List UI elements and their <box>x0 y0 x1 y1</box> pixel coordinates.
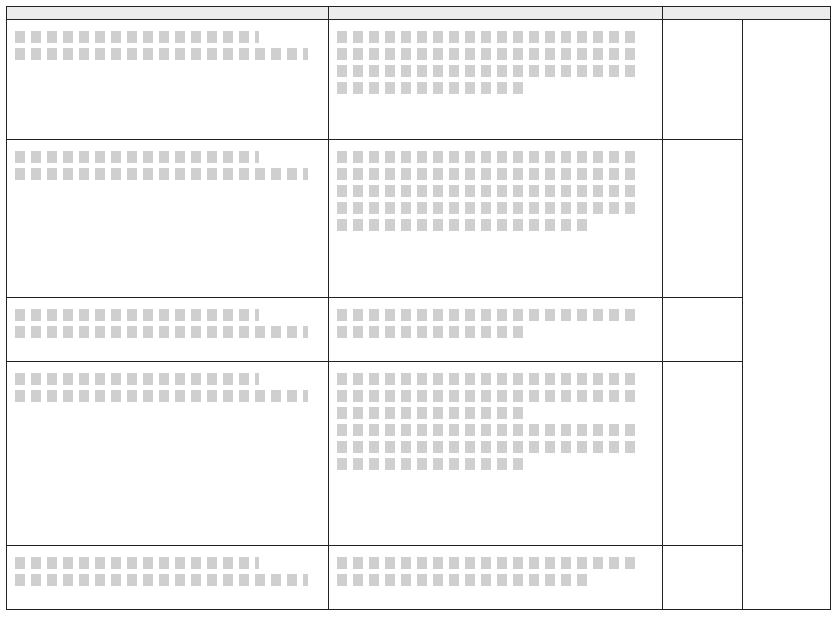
table-row <box>7 362 831 546</box>
row-segment-role <box>329 298 663 362</box>
header-segment-name <box>7 7 329 20</box>
header-segment-role <box>329 7 663 20</box>
row-segment-role <box>329 362 663 546</box>
table-row <box>7 298 831 362</box>
row-segment-name <box>7 140 329 298</box>
header-row <box>7 7 831 20</box>
row-segment-name <box>7 20 329 140</box>
row-segment-role <box>329 546 663 610</box>
row-tq-value <box>663 362 743 546</box>
row-tq-value <box>663 546 743 610</box>
row-tq-value <box>663 140 743 298</box>
row-segment-role <box>329 20 663 140</box>
row-segment-name <box>7 362 329 546</box>
header-tq-count <box>663 7 831 20</box>
segment-table <box>6 6 831 610</box>
table-row <box>7 20 831 140</box>
row-segment-role <box>329 140 663 298</box>
total-tq-range <box>743 20 831 610</box>
row-tq-value <box>663 298 743 362</box>
table-row <box>7 140 831 298</box>
row-segment-name <box>7 546 329 610</box>
row-segment-name <box>7 298 329 362</box>
row-tq-value <box>663 20 743 140</box>
table-row <box>7 546 831 610</box>
